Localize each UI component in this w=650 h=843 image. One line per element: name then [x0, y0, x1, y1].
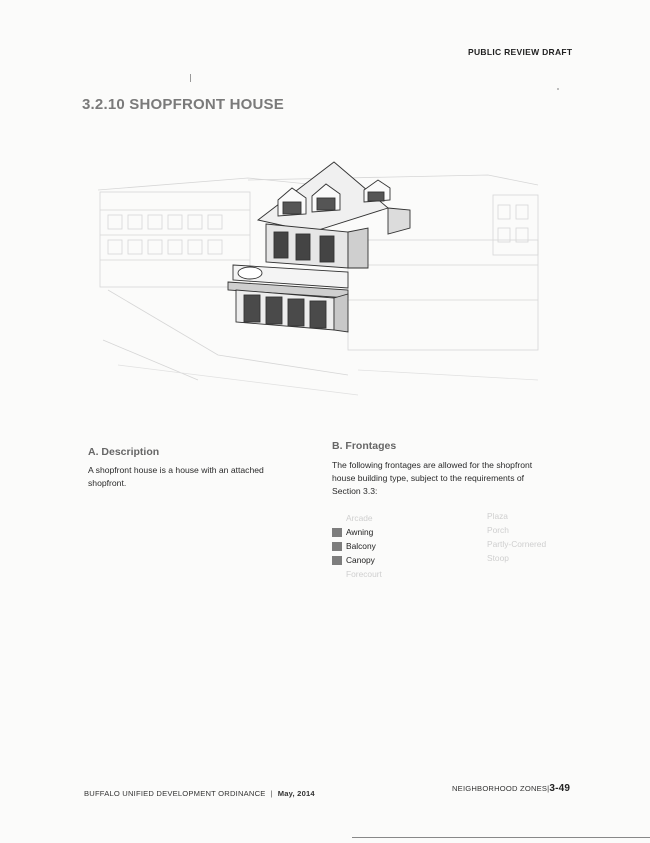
footer-title: BUFFALO UNIFIED DEVELOPMENT ORDINANCE: [84, 789, 266, 798]
frontages-heading: B. Frontages: [332, 440, 397, 452]
frontage-item-porch: [487, 523, 546, 537]
footer-section-title: NEIGHBORHOOD ZONES: [452, 784, 548, 793]
frontage-list-primary: [332, 511, 382, 581]
shopfront-house-illustration: [98, 140, 540, 410]
frontage-label: Balcony: [346, 541, 376, 551]
frontage-item-stoop: [487, 551, 546, 565]
frontage-item-arcade: [332, 511, 382, 525]
footer-separator: |: [270, 789, 273, 798]
frontage-item-forecourt: [332, 567, 382, 581]
frontage-swatch: [332, 542, 342, 551]
frontage-label: Porch: [487, 525, 509, 535]
section-title: 3.2.10 SHOPFRONT HOUSE: [82, 96, 284, 113]
footer-separator: |: [547, 784, 550, 793]
footer-document-title: [84, 789, 315, 798]
scan-speck: [557, 88, 559, 90]
frontage-item-partly-cornered: [487, 537, 546, 551]
frontage-label: Stoop: [487, 553, 509, 563]
frontage-label: Partly-Cornered: [487, 539, 547, 549]
draft-label: PUBLIC REVIEW DRAFT: [468, 47, 573, 57]
frontages-text: The following frontages are allowed for the shopfront house building type, subject to the requirements of Section 3.3:: [332, 460, 533, 496]
frontage-item-balcony: [332, 539, 382, 553]
frontage-label: Forecourt: [346, 569, 382, 579]
footer-section-page: [452, 783, 570, 794]
scan-edge-line: [352, 837, 650, 838]
frontage-item-plaza: [487, 509, 546, 523]
frontage-item-canopy: [332, 553, 382, 567]
frontage-swatch: [332, 570, 342, 579]
footer-date: May, 2014: [277, 789, 315, 798]
frontage-label: Plaza: [487, 511, 508, 521]
frontage-swatch: [332, 528, 342, 537]
frontage-swatch: [332, 556, 342, 565]
frontage-item-awning: [332, 525, 382, 539]
frontage-label: Awning: [346, 527, 374, 537]
frontage-label: Canopy: [346, 555, 375, 565]
description-heading: A. Description: [88, 446, 160, 458]
description-text: A shopfront house is a house with an attached shopfront.: [88, 465, 264, 488]
scan-mark: [190, 74, 191, 82]
frontage-swatch: [332, 514, 342, 523]
frontage-label: Arcade: [346, 513, 373, 523]
frontage-list-secondary: [487, 509, 546, 565]
page-number: 3-49: [549, 783, 571, 794]
